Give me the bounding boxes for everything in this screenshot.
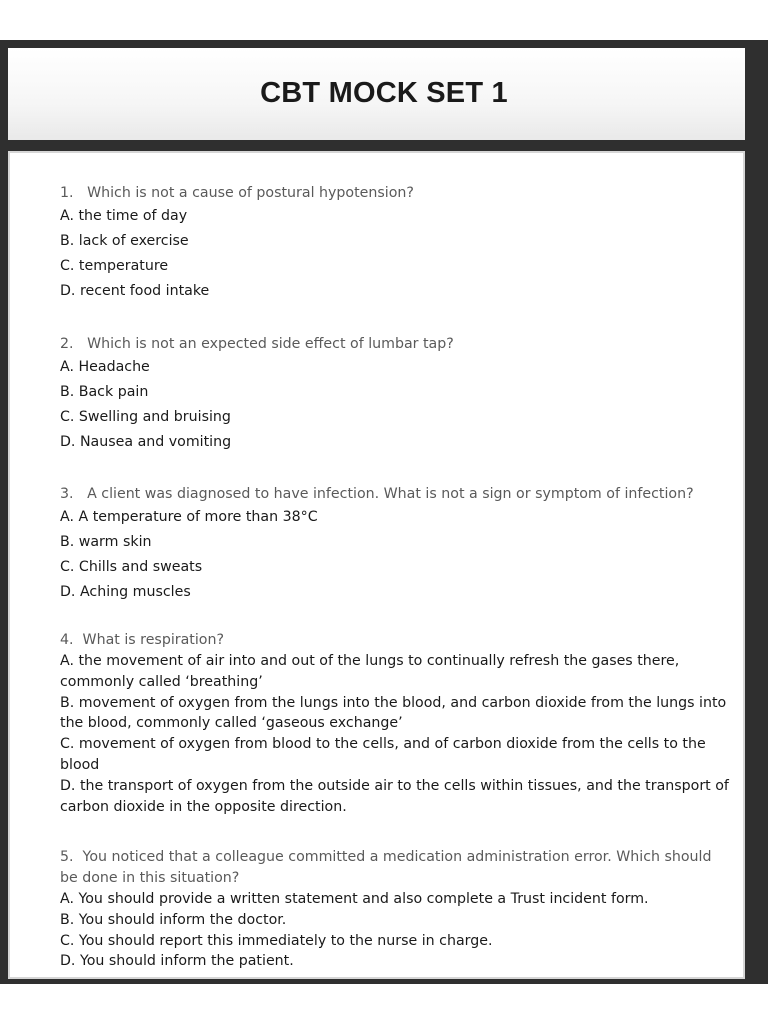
question-block-4 — [60, 630, 732, 817]
option: A. Headache — [60, 359, 150, 375]
question-block-5 — [60, 847, 732, 972]
option: B. Back pain — [60, 384, 149, 400]
page-title: CBT MOCK SET 1 — [260, 77, 508, 109]
option: C. temperature — [60, 258, 169, 274]
option: C. Swelling and bruising — [60, 409, 231, 425]
option: B. lack of exercise — [60, 233, 189, 249]
question-block-2 — [60, 334, 732, 455]
question-text: 4. What is respiration? — [60, 632, 225, 648]
option: C. Chills and sweats — [60, 559, 203, 575]
option: A. A temperature of more than 38°C — [60, 509, 318, 525]
question-text: 1. Which is not a cause of postural hypotension? — [60, 185, 414, 201]
question-block-1 — [60, 183, 732, 304]
option: D. recent food intake — [60, 283, 210, 299]
question-text: 2. Which is not an expected side effect of lumbar tap? — [60, 336, 454, 352]
option: B. You should inform the doctor. — [60, 911, 287, 928]
option: A. You should provide a written statement and also complete a Trust incident form. — [60, 891, 649, 907]
option: D. You should inform the patient. — [60, 953, 294, 970]
option: D. Aching muscles — [60, 584, 191, 600]
option: D. the transport of oxygen from the outside air to the cells within tissues, and the transport of carbon dioxide in the opposite direction. — [60, 777, 729, 815]
question-text: 3. A client was diagnosed to have infection. What is not a sign or symptom of infection? — [60, 486, 694, 502]
option: A. the movement of air into and out of the lungs to continually refresh the gases there, commonly called ‘breathing’ — [60, 653, 680, 690]
option: C. You should report this immediately to the nurse in charge. — [60, 932, 493, 949]
option: A. the time of day — [60, 208, 188, 224]
question-block-3 — [60, 484, 732, 605]
option: B. warm skin — [60, 534, 152, 550]
question-text: 5. You noticed that a colleague committed a medication administration error. Which should be done in this situation? — [60, 849, 712, 886]
option: B. movement of oxygen from the lungs into the blood, and carbon dioxide from the lungs into the blood, commonly called ‘gaseous exchange’ — [60, 694, 727, 732]
option: C. movement of oxygen from blood to the cells, and of carbon dioxide from the cells to the blood — [60, 736, 706, 773]
option: D. Nausea and vomiting — [60, 434, 232, 450]
